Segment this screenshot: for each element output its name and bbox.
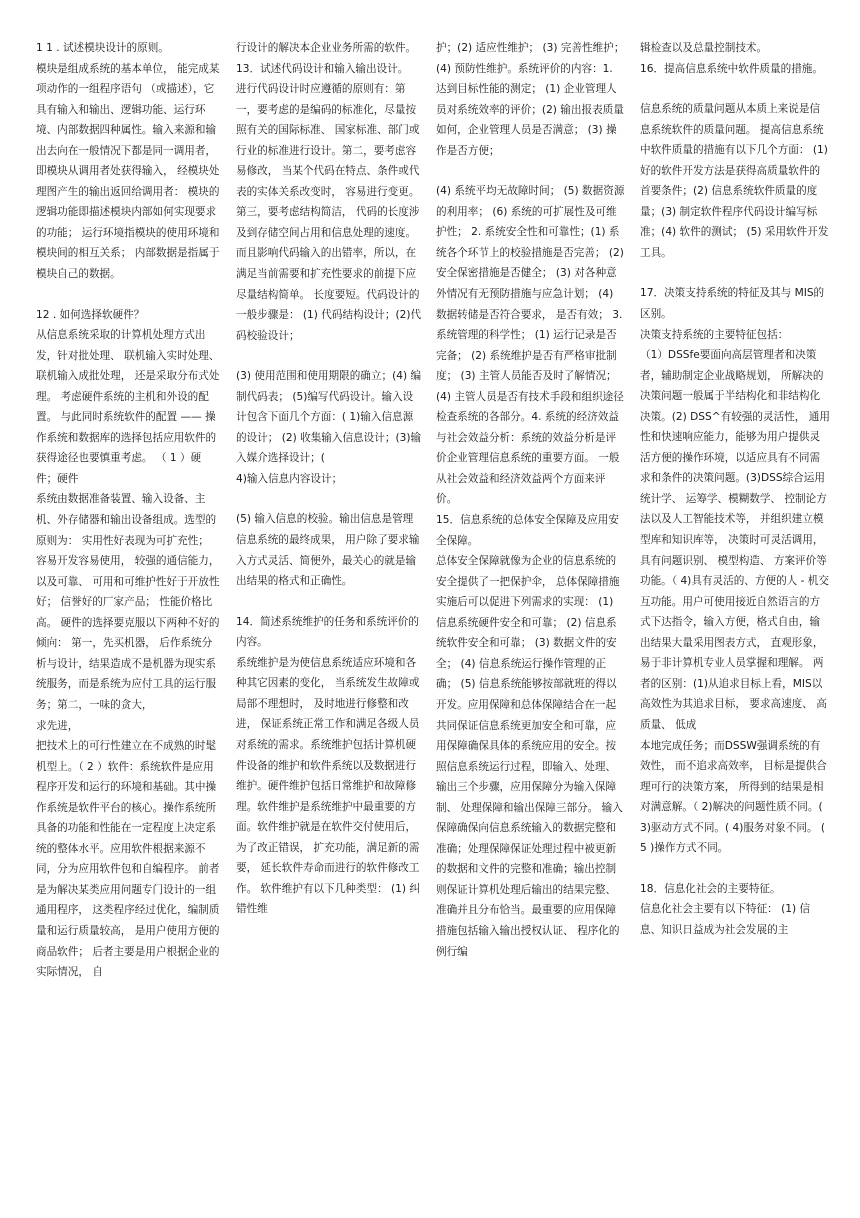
paragraph-spacer	[36, 285, 222, 305]
paragraph: 16．提高信息系统中软件质量的措施。	[640, 62, 823, 75]
paragraph: (5) 输入信息的校验。输出信息是管理信息系统的最终成果， 用户除了要求输入方式灵活、简便外，最关心的就是输出结果的格式和正确性。	[236, 513, 420, 588]
text-column-3	[436, 38, 626, 1208]
paragraph: 18．信息化社会的主要特征。	[640, 882, 781, 895]
text-column-2	[236, 38, 422, 1208]
paragraph: 总体安全保障就像为企业的信息系统的安全提供了一把保护伞， 总体保障措施实施后可以促进下列需求的实现： (1) 信息系统硬件安全和可靠； (2) 信息系统软件安全和可靠； (3) 数据文件的安全； (4) 信息系统运行操作管理的正确； (5) 信息系统能够按部就班的得以开发。应用保障和总体保障结合在一起共同保证信息系统更加安全和可靠，应用保障确保具体的系统应用的安全。按照信息系统运行过程，即输入、处理、输出三个步骤，应用保障分为输入保障制、 处理保障和输出保障三部分。 输入保障确保向信息系统输入的数据完整和准确；处理保障保证处理过程中被更新的数据和文件的完整和准确；输出控制则保证计算机处理后输出的结果完整、准确并且分布恰当。最重要的应用保障措施包括输入输出授权认证、 程序化的例行编	[436, 555, 623, 958]
paragraph: 从信息系统采取的计算机处理方式出发，针对批处理、 联机输入实时处理、 联机输入成批处理， 还是采取分布式处理。 考虑硬件系统的主机和外设的配置。 与此同时系统软件的配置 —— 操作系统和数据库的选择包括应用软件的获得途径也要慎重考虑。 （ 1 ）硬件；硬件	[36, 329, 220, 485]
paragraph-spacer	[640, 79, 830, 99]
text-column-1	[36, 38, 222, 1208]
paragraph: 13．试述代码设计和输入输出设计。	[236, 62, 409, 75]
paragraph: 系统维护是为使信息系统适应环境和各种其它因素的变化， 当系统发生故障或局部不理想时， 及时地进行修整和改进， 保证系统正常工作和满足各级人员对系统的需求。系统维护包括计算机硬件设备的维护和软件系统以及数据进行维护。硬件维护包括日常维护和故障修理。软件维护是系统维护中最重要的方面。软件维护就是在软件交付使用后， 为了改正错误， 扩充功能，满足新的需要， 延长软件寿命而进行的软件修改工作。 软件维护有以下几种类型： (1) 纠错性维	[236, 656, 421, 916]
paragraph: 护；(2) 适应性维护； (3) 完善性维护； (4) 预防性维护。系统评价的内容：1. 达到目标性能的测定； (1) 企业管理人员对系统效率的评价；(2) 输出报表质量如何，企业管理人员是否满意； (3) 操作是否方便；	[436, 42, 625, 157]
paragraph: 模块是组成系统的基本单位， 能完成某项动作的一组程序语句 （或描述），它具有输入和输出、逻辑功能、运行环境、内部数据四种属性。输入来源和输出去向在一般情况下都是同一调用者， 即模块从调用者处获得输入， 经模块处理图产生的输出返回给调用者： 模块的逻辑功能即描述模块内部如何实现要求的功能； 运行环境指模块的使用环境和模块间的相互关系； 内部数据是指属于模块自己的数据。	[36, 62, 220, 281]
paragraph-spacer	[236, 489, 422, 509]
paragraph: 辑检查以及总量控制技术。	[640, 42, 768, 54]
paragraph: 进行代码设计时应遵循的原则有：第一，要考虑的是编码的标准化，尽量按照有关的国际标准、 国家标准、部门或行业的标准进行设计。第二，要考虑容易修改， 当某个代码在特点、条件或代表的实体关系改变时， 容易进行变更。 第三，要考虑结构简洁， 代码的长度涉及到存储空间占用和信息处理的速度。而且影响代码输入的出错率，所以，在满足当前需要和扩充性要求的前提下应尽量结构简单。 长度要短。代码设计的一般步骤是： (1) 代码结构设计；(2)代码校验设计；	[236, 83, 422, 342]
paragraph-spacer	[640, 263, 830, 283]
paragraph-spacer	[436, 161, 626, 181]
paragraph: 信息化社会主要有以下特征： (1) 信息、知识日益成为社会发展的主	[640, 903, 811, 936]
paragraph-spacer	[640, 859, 830, 879]
paragraph: 15．信息系统的总体安全保障及应用安全保障。	[436, 514, 619, 547]
paragraph-spacer	[236, 592, 422, 612]
paragraph: 12 . 如何选择软硬件？	[36, 308, 145, 321]
paragraph: 17．决策支持系统的特征及其与 MIS的区别。	[640, 287, 825, 321]
paragraph: （1）DSSfe要面向高层管理者和决策者，辅助制定企业战略规划， 所解决的决策问题一般属于半结构化和非结构化决策。(2) DSS^有较强的灵活性， 通用性和快速响应能力，能够为用户提供灵活方便的操作环境，以适应具有不同需求和条件的决策问题。(3)DSS综合运用统计学、 运筹学、模糊数学、 控制论方法以及人工智能技术等， 并组织建立模型库和知识库等， 决策时可灵活调用， 具有问题识别、 模型构造、 方案评价等功能。（ 4)具有灵活的、方便的人 - 机交互功能。用户可使用接近自然语言的方式下达指令，输入方便，格式自由，输出结果大量采用图表方式， 直观形象，易于非计算机专业人员掌握和理解。 两者的区别：(1)从追求目标上看，MIS以高效性为其追求目标， 要求高速度、 高质量、 低成	[640, 349, 830, 731]
paragraph: (4) 系统平均无故障时间； (5) 数据资源的利用率； (6) 系统的可扩展性及可维护性； 2. 系统安全性和可靠性；(1) 系统各个环节上的校验措施是否完善； (2) 安全保密措施是否健全； (3) 对各种意外情况有无预防措施与应急计划； (4) 数据转储是否符合要求， 是否有效； 3. 系统管理的科学性； (1) 运行记录是否完备； (2) 系统维护是否有严格审批制度； (3) 主管人员能否及时了解情况； (4) 主管人员是否有技术手段和组织途径检查系统的各部分。4. 系统的经济效益与社会效益分析：系统的效益分析是评价企业管理信息系统的重要方面。 一般从社会效益和经济效益两个方面来评价。	[436, 185, 625, 506]
paragraph: 系统由数据准备装置、输入设备、主机、外存储器和输出设备组成。选型的原则为： 实用性好表现为可扩充性； 容易开发容易使用， 较强的通信能力， 以及可靠、 可用和可维护性好于开放性好； 信誉好的厂家产品； 性能价格比高。 硬件的选择要克服以下两种不好的倾向： 第一，先买机器， 后作系统分析与设计，结果造成不是机器为现实系统服务，而是系统为应付工具的运行服务；第二，一味的贪大，	[36, 493, 220, 711]
paragraph: 把技术上的可行性建立在不成熟的时髦机型上。（ 2 ）软件：系统软件是应用程序开发和运行的环境和基础。其中操作系统是软件平台的核心。操作系统所具备的功能和性能在一定程度上决定系统的整体水平。应用软件根据来源不同，分为应用软件包和自编程序。 前者是为解决某类应用问题专门设计的一组通用程序， 这类程序经过优化，编制质量和运行质量较高， 是用户使用方便的商品软件； 后者主要是用户根据企业的实际情况， 自	[36, 740, 220, 979]
paragraph: 本地完成任务；而DSSW强调系统的有效性， 而不追求高效率， 目标是提供合理可行的决策方案， 所得到的结果是相对满意解。（ 2)解决的问题性质不同。( 3)驱动方式不同。( 4)服务对象不同。 ( 5 )操作方式不同。	[640, 739, 827, 855]
paragraph: 4)输入信息内容设计；	[236, 472, 343, 485]
paragraph: 1 1 . 试述模块设计的原则。	[36, 42, 169, 54]
paragraph: 行设计的解决本企业业务所需的软件。	[236, 42, 417, 54]
paragraph-spacer	[236, 346, 422, 366]
paragraph: 决策支持系统的主要特征包括：	[640, 328, 789, 341]
text-column-4	[640, 38, 830, 1208]
paragraph: (3) 使用范围和使用期限的确立；(4) 编制代码表； (5)编写代码设计。输入设计包含下面几个方面：( 1)输入信息源的设计； (2) 收集输入信息设计；(3)输入媒介选择设计；(	[236, 370, 422, 465]
paragraph: 信息系统的质量问题从本质上来说是信息系统软件的质量问题。 提高信息系统中软件质量的措施有以下几个方面： (1) 好的软件开发方法是获得高质量软件的首要条件；(2) 信息系统软件质量的度量；(3) 制定软件程序代码设计编写标准；(4) 软件的测试； (5) 采用软件开发工具。	[640, 103, 829, 259]
paragraph: 14．简述系统维护的任务和系统评价的内容。	[236, 615, 419, 649]
paragraph: 求先进，	[36, 719, 79, 732]
